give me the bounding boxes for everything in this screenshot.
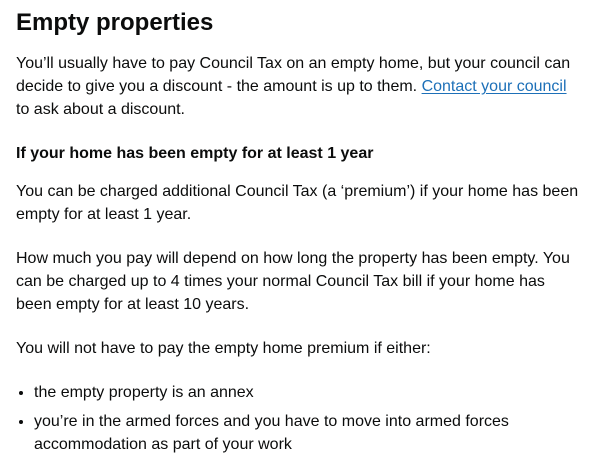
section-heading: If your home has been empty for at least 1 year (16, 145, 374, 162)
list-item: • you’re in the armed forces and you have to move into armed forces accommodation as part of your work (34, 410, 584, 456)
premium-paragraph: You can be charged additional Council Tax (a ‘premium’) if your home has been empty for at least 1 year. (16, 183, 579, 223)
exemption-list (16, 381, 584, 456)
contact-your-council-link[interactable]: Contact your council (421, 78, 567, 95)
intro-text-before-link: You’ll usually have to pay Council Tax on an empty home, but your council can decide to give you a discount - the amount is up to them. (16, 55, 571, 95)
intro-paragraph (16, 52, 584, 121)
page-title: Empty properties (16, 9, 214, 36)
intro-text-after-link: to ask about a discount. (16, 101, 185, 118)
list-item: • the empty property is an annex (34, 381, 584, 404)
how-much-paragraph: How much you pay will depend on how long the property has been empty. You can be charged up to 4 times your normal Council Tax bill if your home has been empty for at least 10 years. (16, 250, 570, 313)
exemption-intro-paragraph: You will not have to pay the empty home premium if either: (16, 340, 431, 357)
